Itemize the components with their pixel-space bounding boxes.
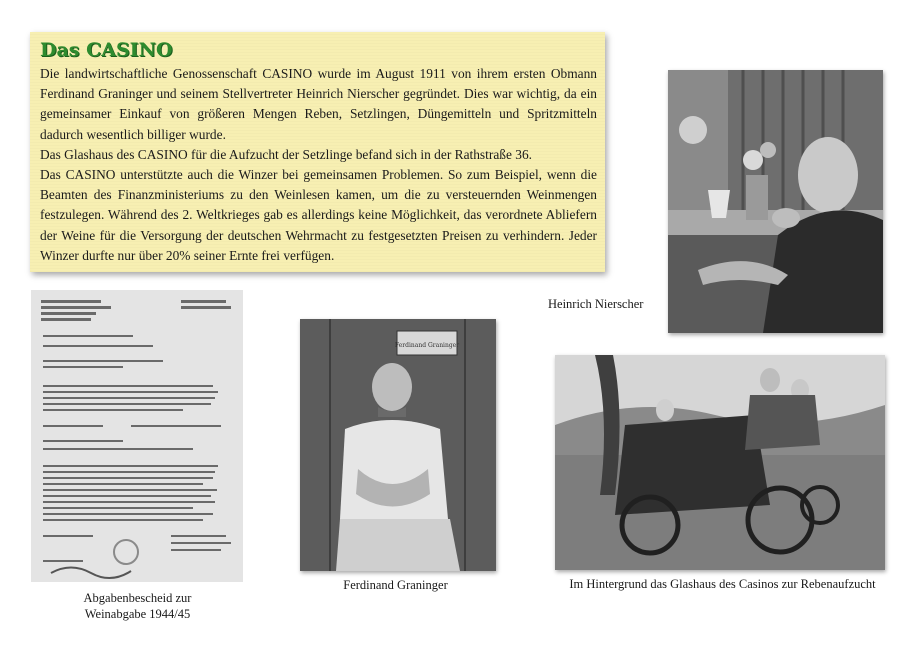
photo-ferdinand-graninger — [300, 319, 496, 571]
paragraph-glasshouse: Das Glashaus des CASINO für die Aufzucht der Setzlinge befand sich in der Rathstraße 36. — [40, 146, 532, 162]
caption-ferdinand-graninger: Ferdinand Graninger — [343, 578, 448, 592]
caption-tax-document — [60, 590, 215, 622]
caption-heinrich-nierscher: Heinrich Nierscher — [548, 297, 644, 311]
name-sign-text: Ferdinand Graninger — [394, 342, 460, 349]
photo-heinrich-nierscher — [668, 70, 883, 333]
caption-tax-document-line1: Abgabenbescheid zur — [83, 591, 192, 605]
section-title: Das CASINO — [40, 39, 173, 61]
caption-tax-document-line2: Weinabgabe 1944/45 — [84, 607, 191, 621]
photo-tax-document — [31, 290, 243, 582]
casino-text-panel — [30, 32, 605, 272]
photo-glasshouse-carriage — [555, 355, 885, 570]
caption-glasshouse-carriage: Im Hintergrund das Glashaus des Casinos zur Rebenaufzucht — [569, 577, 876, 591]
paragraph-support: Das CASINO unterstützte auch die Winzer bei gemeinsamen Problemen. So zum Beispiel, wenn die Beamten des Finanzministeriums zu den Weinlesen kamen, um die zu versteuernden Weinmengen festzulegen. Während des 2. Weltkrieges gab es allerdings keine Möglichkeit, das verordnete Abliefern der Weine für die Versorgung der deutschen Wehrmacht zu festgesetzten Preisen zu verhindern. Jeder Winzer durfte nur über 20% seiner Ernte frei verfügen. — [40, 167, 597, 263]
paragraph-founding: Die landwirtschaftliche Genossenschaft CASINO wurde im August 1911 von ihrem ersten Obmann Ferdinand Graninger und seinem Stellvertreter Heinrich Nierscher gegründet. Dies war wichtig, da ein gemeinsamer Einkauf von größeren Mengen Reben, Setzlingen, Düngemitteln und Spritzmitteln dadurch wesentlich billiger wurde. — [40, 66, 597, 142]
